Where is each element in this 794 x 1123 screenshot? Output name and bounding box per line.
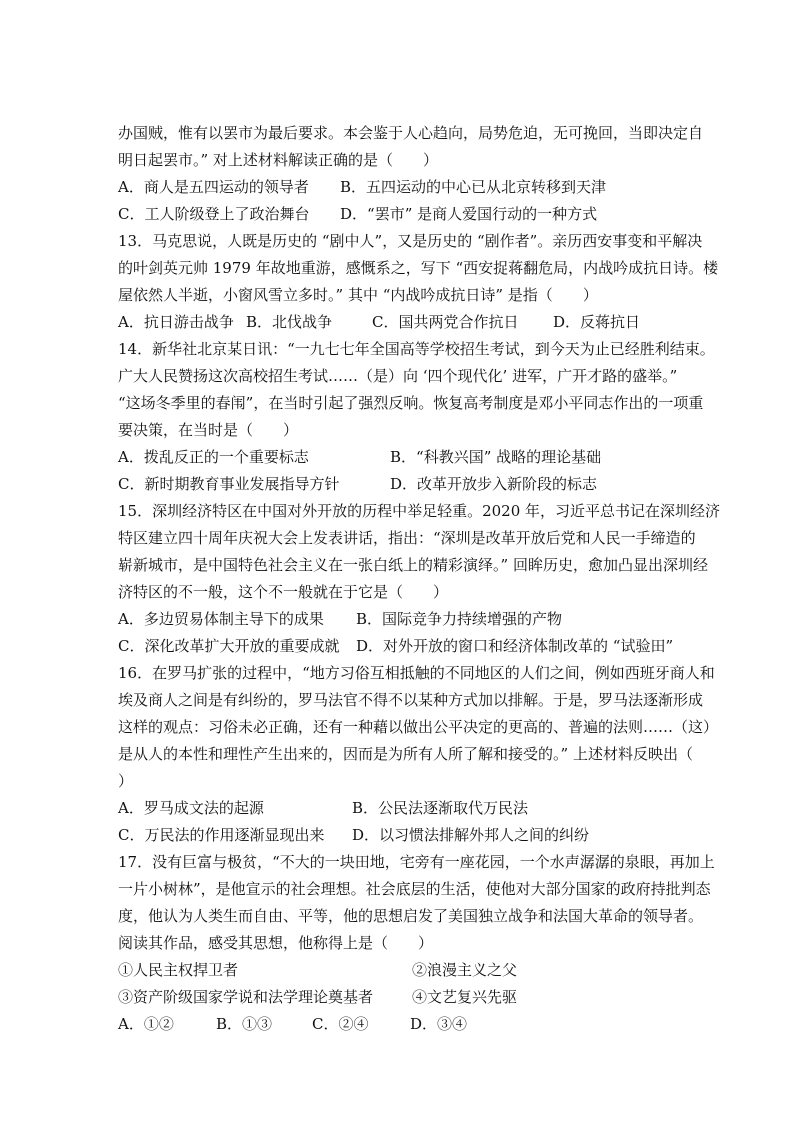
question-stem-line: 特区建立四十周年庆祝大会上发表讲话，指出：“深圳是改革开放后党和人民一手缔造的 <box>118 529 696 547</box>
option-d: D．③④ <box>410 1015 468 1033</box>
question-stem-line: 14．新华社北京某日讯：“一九七七年全国高等学校招生考试，到今天为止已经胜利结束。 <box>118 340 715 358</box>
question-14 <box>118 336 715 498</box>
question-stem-line: 埃及商人之间是有纠纷的，罗马法官不得不以某种方式加以排解。于是，罗马法逐渐形成 <box>118 691 704 709</box>
question-17 <box>118 849 715 1038</box>
option-row <box>118 309 686 336</box>
statement-row <box>118 984 686 1011</box>
question-stem-line: 13．马克思说，人既是历史的 “剧中人”，又是历史的 “剧作者”。亲历西安事变和平解决 <box>118 232 703 250</box>
option-b: B．北伐战争 <box>246 313 333 331</box>
question-15 <box>118 498 721 660</box>
option-row <box>118 822 686 849</box>
option-b: B．“科教兴国” 战略的理论基础 <box>390 448 602 466</box>
option-b: B．五四运动的中心已从北京转移到天津 <box>340 178 607 196</box>
option-c: C．新时期教育事业发展指导方针 <box>118 475 340 493</box>
option-row <box>118 201 686 228</box>
statement-row <box>118 957 686 984</box>
question-stem-line: 阅读其作品，感受其思想，他称得上是（ ） <box>118 934 434 952</box>
option-row <box>118 606 686 633</box>
option-a: A．①② <box>118 1015 174 1033</box>
option-b: B．公民法逐渐取代万民法 <box>352 799 529 817</box>
question-13 <box>118 228 719 336</box>
question-stem-line: 广大人民赞扬这次高校招生考试……（是）向 ‘四个现代化’ 进军，广开才路的盛举。” <box>118 367 678 385</box>
question-stem-line: 明日起罢市。” 对上述材料解读正确的是（ ） <box>118 151 438 169</box>
question-stem-line: 一片小树林”，是他宣示的社会理想。社会底层的生活，使他对大部分国家的政府持批判态 <box>118 880 711 898</box>
question-stem-line: 是从人的本性和理性产生出来的，因而是为所有人所了解和接受的。” 上述材料反映出（ <box>118 745 693 763</box>
option-d: D．反蒋抗日 <box>553 313 641 331</box>
question-stem-line: 要决策，在当时是（ ） <box>118 421 299 439</box>
question-stem-line: 度，他认为人类生而自由、平等，他的思想启发了美国独立战争和法国大革命的领导者。 <box>118 907 704 925</box>
option-d: D．“罢市” 是商人爱国行动的一种方式 <box>340 205 598 223</box>
option-a: A．商人是五四运动的领导者 <box>118 178 309 196</box>
statement-4: ④文艺复兴先驱 <box>412 988 518 1006</box>
question-16 <box>118 660 719 849</box>
question-stem-line: 15．深圳经济特区在中国对外开放的历程中举足轻重。2020 年，习近平总书记在深圳经济 <box>118 502 721 520</box>
question-stem-line: 这样的观点：习俗未必正确，还有一种藉以做出公平决定的更高的、普遍的法则……（这） <box>118 718 719 736</box>
option-c: C．工人阶级登上了政治舞台 <box>118 205 310 223</box>
question-12 <box>118 120 704 228</box>
option-row <box>118 633 686 660</box>
option-row <box>118 444 686 471</box>
option-a: A．多边贸易体制主导下的成果 <box>118 610 324 628</box>
question-stem-line: 的叶剑英元帅 1979 年故地重游，感慨系之，写下 “西安捉蒋翻危局，内战吟成抗日诗。楼 <box>118 259 719 277</box>
question-stem-line: 17．没有巨富与极贫，“不大的一块田地，宅旁有一座花园，一个水声潺潺的泉眼，再加上 <box>118 853 715 871</box>
question-stem-line: 崭新城市，是中国特色社会主义在一张白纸上的精彩演绎。” 回眸历史，愈加凸显出深圳经 <box>118 556 708 574</box>
option-c: C．深化改革扩大开放的重要成就 <box>118 637 340 655</box>
option-b: B．①③ <box>216 1015 273 1033</box>
question-stem-line: 屋依然人半逝，小窗风雪立多时。” 其中 “内战吟成抗日诗” 是指（ ） <box>118 286 598 304</box>
option-a: A．罗马成文法的起源 <box>118 799 264 817</box>
option-b: B．国际竞争力持续增强的产物 <box>356 610 563 628</box>
statement-2: ②浪漫主义之父 <box>412 961 518 979</box>
question-stem-line: 办国贼，惟有以罢市为最后要求。本会鉴于人心趋向，局势危迫，无可挽回，当即决定自 <box>118 124 704 142</box>
option-row <box>118 174 686 201</box>
option-c: C．万民法的作用逐渐显现出来 <box>118 826 325 844</box>
option-row <box>118 471 686 498</box>
option-a: A．拨乱反正的一个重要标志 <box>118 448 309 466</box>
question-stem-line: 16．在罗马扩张的过程中，“地方习俗互相抵触的不同地区的人们之间，例如西班牙商人和 <box>118 664 715 682</box>
question-stem-line: “这场冬季里的春闱”，在当时引起了强烈反响。恢复高考制度是邓小平同志作出的一项重 <box>118 394 704 412</box>
option-row <box>118 1011 686 1038</box>
option-d: D．对外开放的窗口和经济体制改革的 “试验田” <box>356 637 674 655</box>
option-a: A．抗日游击战争 <box>118 313 234 331</box>
statement-3: ③资产阶级国家学说和法学理论奠基者 <box>118 988 374 1006</box>
option-d: D．改革开放步入新阶段的标志 <box>390 475 598 493</box>
option-d: D．以习惯法排解外邦人之间的纠纷 <box>352 826 590 844</box>
question-stem-line: ） <box>118 772 134 790</box>
option-c: C．②④ <box>312 1015 369 1033</box>
page-content <box>118 120 721 1038</box>
question-stem-line: 济特区的不一般，这个不一般就在于它是（ ） <box>118 583 449 601</box>
statement-1: ①人民主权捍卫者 <box>118 961 239 979</box>
option-c: C．国共两党合作抗日 <box>372 313 519 331</box>
option-row <box>118 795 686 822</box>
